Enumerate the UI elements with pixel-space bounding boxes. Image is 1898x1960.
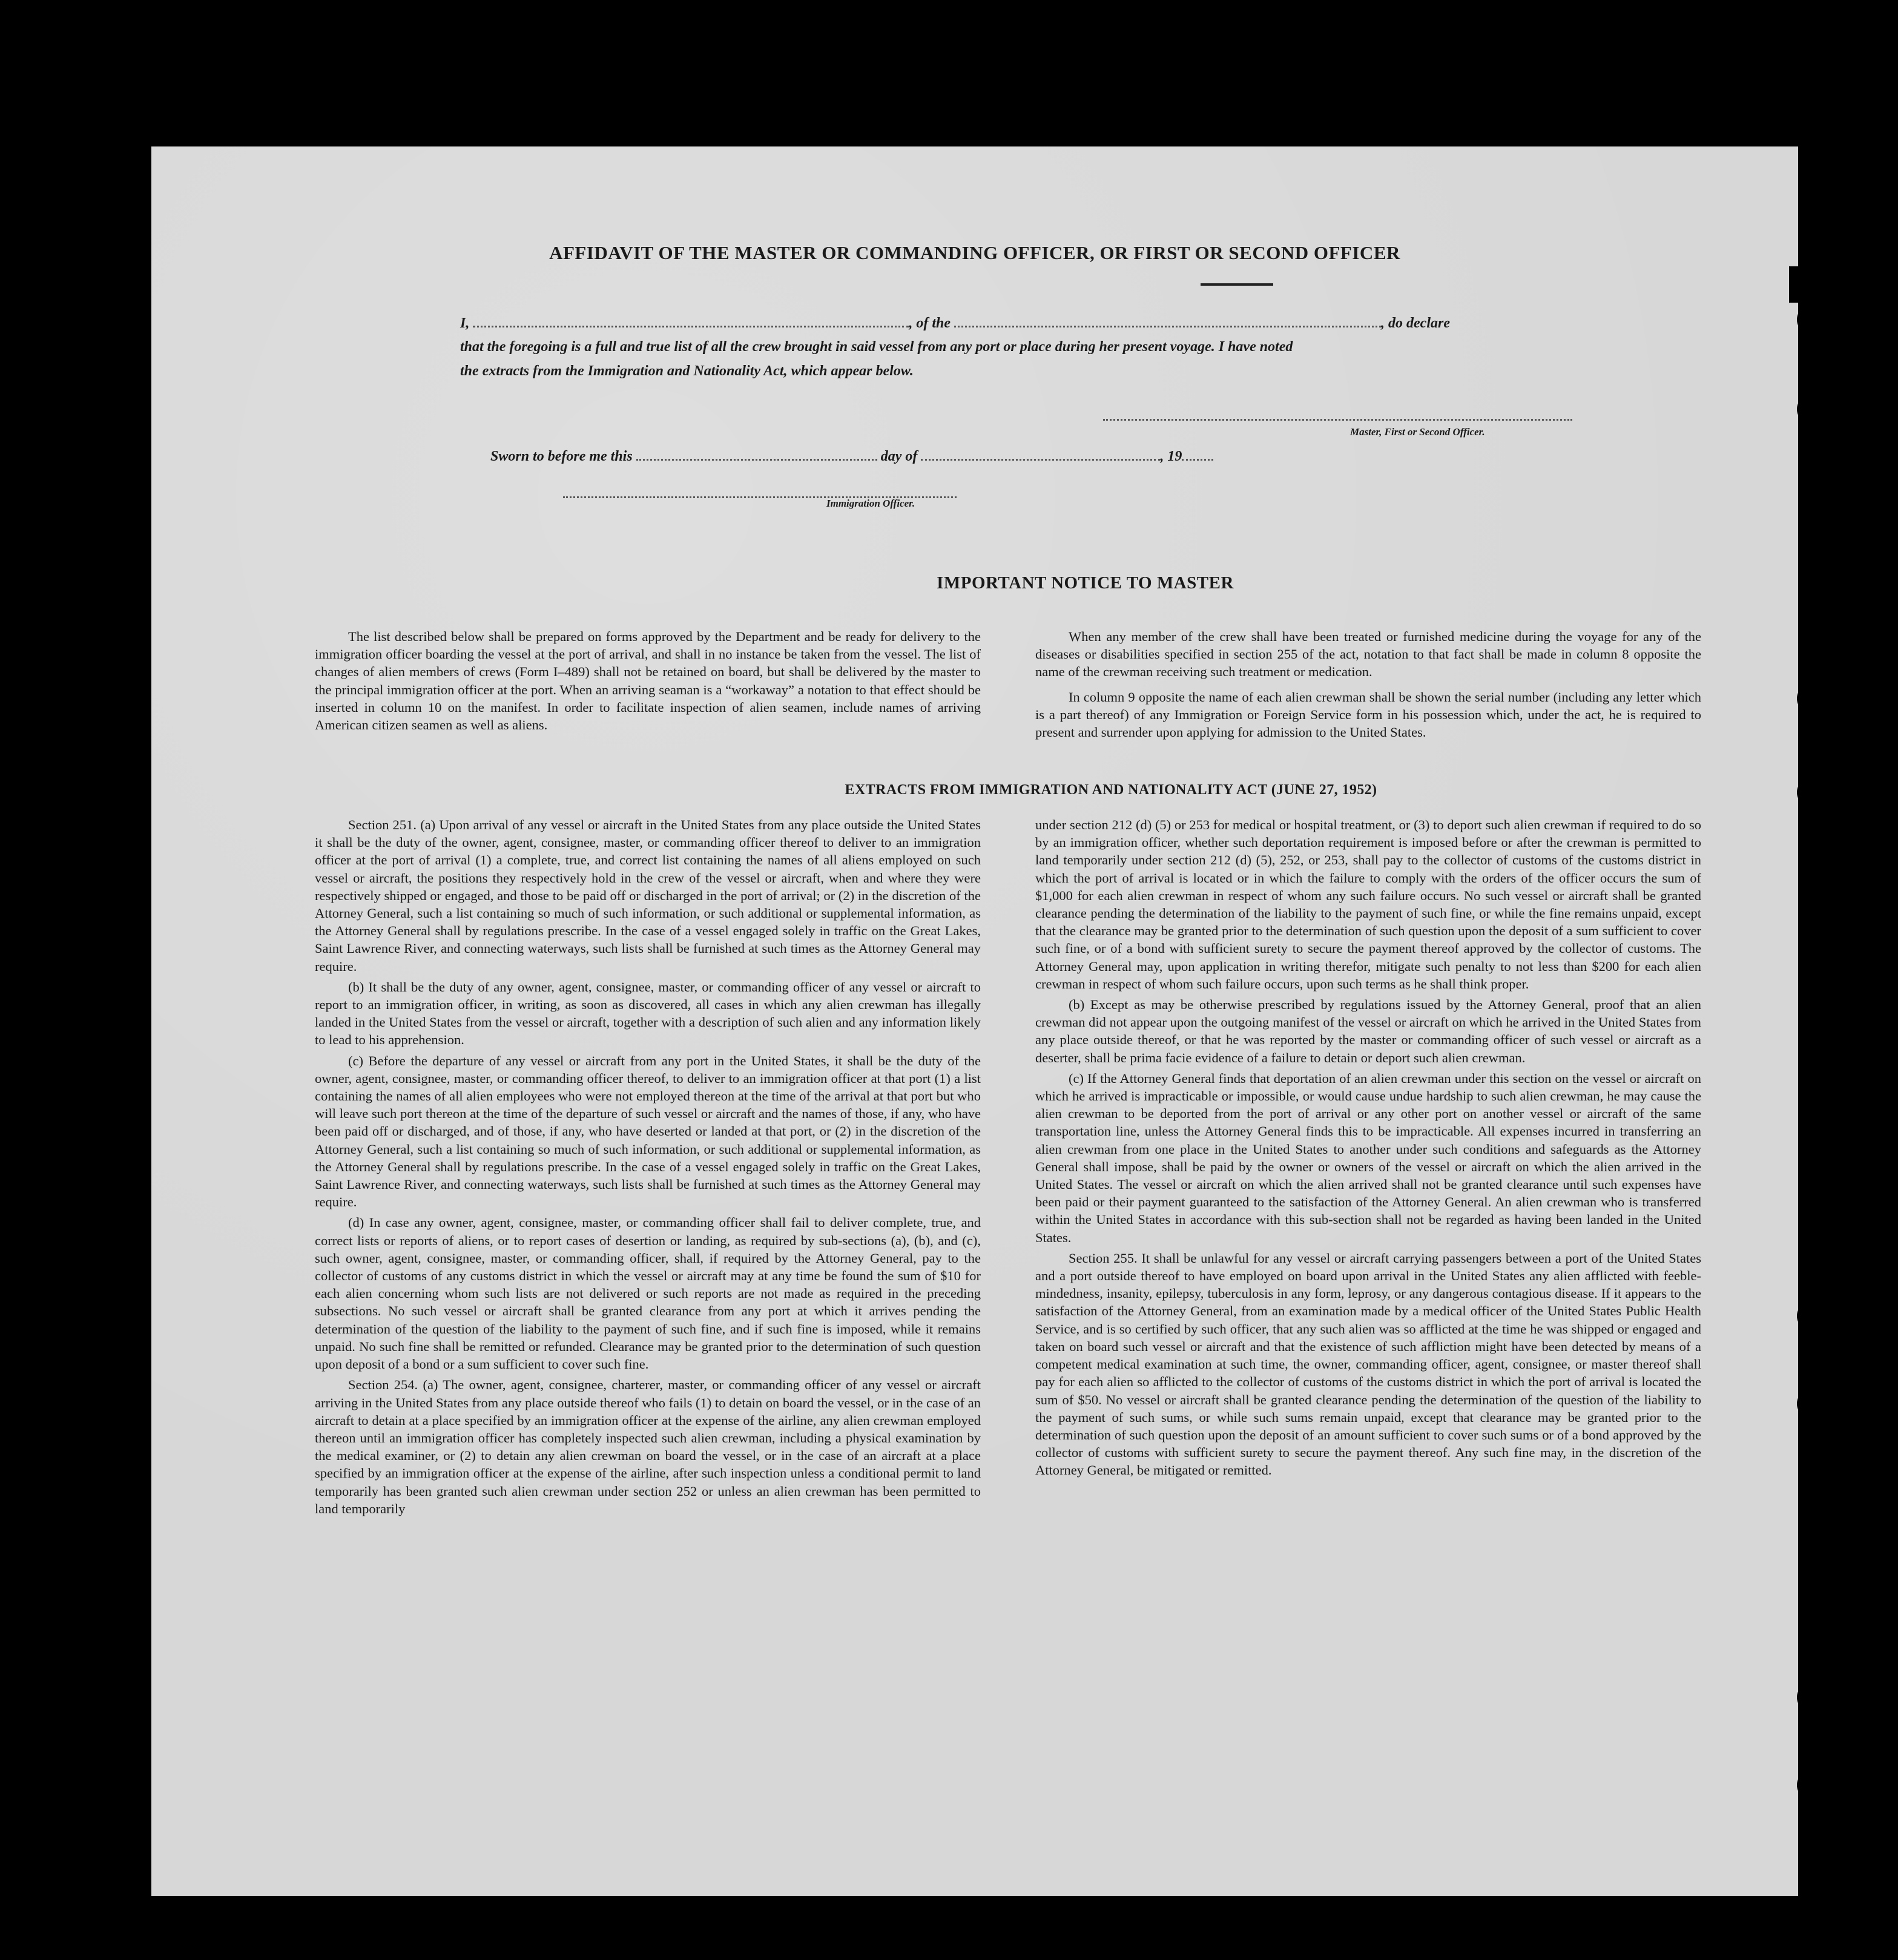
sworn-before-label: Sworn to before me this — [490, 449, 633, 464]
title-divider — [1201, 283, 1273, 286]
extract-paragraph: (b) Except as may be otherwise prescribed by regulations issued by the Attorney General, proof that an alien crewman did not appear upon the outgoing manifest of the vessel or aircraft on which he arrived in the United States from any place outside thereof, or that he was reported by the master or commanding officer of such vessel or aircraft as a deserter, shall be prima facie evidence of a failure to detain or deport such alien crewman. — [1035, 997, 1701, 1065]
extract-paragraph: Section 251. (a) Upon arrival of any vessel or aircraft in the United States from any place outside the United States it shall be the duty of the owner, agent, consignee, master, or commanding officer thereof to deliver to an immigration officer at the port of arrival (1) a complete, true, and correct list containing the names of all aliens employed on such vessel or aircraft, the positions they respectively hold in the crew of the vessel or aircraft, when and where they were respectively shipped or engaged, and those to be paid off or discharged in the port of arrival; or (2) in the discretion of the Attorney General, such a list containing so much of such information, or such additional or supplemental information, as the Attorney General shall by regulations prescribe. In the case of a vessel engaged solely in traffic on the Great Lakes, Saint Lawrence River, and connecting waterways, such lists shall be furnished at such times as the Attorney General may require. — [315, 817, 981, 974]
binder-hole — [1797, 1301, 1826, 1330]
extracts-right-column — [1035, 816, 1701, 1479]
immigration-officer-signature-line — [563, 484, 957, 498]
declaration-line-1 — [460, 314, 1568, 332]
sworn-day-blank — [636, 447, 877, 461]
declaration-line-2: that the foregoing is a full and true list of all the crew brought in said vessel from any port or place during her present voyage. I have noted — [460, 339, 1293, 355]
year-blank — [1182, 447, 1213, 461]
binder-hole — [1797, 305, 1826, 334]
binder-hole — [1797, 1389, 1826, 1418]
sworn-month-blank — [921, 447, 1160, 461]
document-page — [151, 146, 1798, 1896]
notice-right-column — [1035, 628, 1701, 741]
binder-hole — [1797, 1683, 1826, 1712]
declaration-line-3: the extracts from the Immigration and Nationality Act, which appear below. — [460, 363, 914, 379]
binder-hole — [1797, 395, 1826, 424]
affidavit-title: AFFIDAVIT OF THE MASTER OR COMMANDING OFFICER, OR FIRST OR SECOND OFFICER — [549, 242, 1400, 263]
extract-paragraph: (c) If the Attorney General finds that deportation of an alien crewman under this section on the vessel or aircraft on which he arrived is impracticable or impossible, or would cause undue hardship to such alien crewman, he may cause the alien crewman to be deported from the port of arrival or any other port on another vessel or aircraft of the same transportation line, unless the Attorney General finds this to be impracticable. All expenses incurred in transferring an alien crewman from one place in the United States to another under such conditions and safeguards as the Attorney General shall impose, shall be paid by the owner or owners of the vessel or aircraft on which the alien arrived in the United States. The vessel or aircraft on which the alien arrived shall not be granted clearance until such expenses have been paid or their payment guaranteed to the satisfaction of the Attorney General. An alien crewman who is transferred within the United States in accordance with this sub-section shall not be regarded as having been landed in the United States. — [1035, 1070, 1701, 1245]
sworn-line — [490, 447, 1399, 465]
extracts-left-column — [315, 816, 981, 1518]
day-of-label: day of — [880, 449, 918, 464]
extract-paragraph: Section 255. It shall be unlawful for any vessel or aircraft carrying passengers between a port of the United States and a port outside thereof to have employed on board upon arrival in the United States any alien afflicted with feeble-mindedness, insanity, epilepsy, tuberculosis in any form, leprosy, or any dangerous contagious disease. If it appears to the satisfaction of the Attorney General, from an examination made by a medical officer of the United States Public Health Service, and is so certified by such officer, that any such alien was so afflicted at the time he was shipped or engaged and taken on board such vessel or aircraft and that the existence of such affliction might have been detected by means of a competent medical examination at such time, the owner, commanding officer, agent, consignee, or master thereof shall pay for each alien so afflicted to the collector of customs of the customs district in which the port of arrival is located the sum of $50. No vessel or aircraft shall be granted clearance pending the determination of the question of the liability to the payment of such sums, or while such sums remain unpaid, except that clearance may be granted prior to the determination of such question upon the deposit of an amount sufficient to cover such sums or of a bond approved by the collector of customs with sufficient surety to secure the payment thereof. Any such fine may, in the discretion of the Attorney General, be mitigated or remitted. — [1035, 1250, 1701, 1478]
master-signature-label: Master, First or Second Officer. — [1350, 426, 1485, 438]
master-signature-line — [1103, 407, 1572, 421]
extract-paragraph: (d) In case any owner, agent, consignee, master, or commanding officer shall fail to deliver complete, true, and correct lists or reports of aliens, or to report cases of desertion or landing, as required by sub-sections (a), (b), and (c), such owner, agent, consignee, master, or commanding officer, shall, if required by the Attorney General, pay to the collector of customs of any customs district in which the vessel or aircraft may at any time be found the sum of $10 for each alien concerning whom such lists are not delivered or such reports are not made as required in the preceding subsections. No such vessel or aircraft shall be granted clearance from any port at which it arrives pending the determination of the question of the liability to the payment of such fine, and if such fine is imposed, while it remains unpaid. No such fine shall be remitted or refunded. Clearance may be granted prior to the determination of such question upon deposit of a bond or a sum sufficient to cover such fine. — [315, 1215, 981, 1372]
extract-paragraph: Section 254. (a) The owner, agent, consignee, charterer, master, or commanding officer of any vessel or aircraft arriving in the United States from any place outside thereof who fails (1) to detain on board the vessel, or in the case of an aircraft to detain at a place specified by an immigration officer at the expense of the airline, any alien crewman employed thereon until an immigration officer has completely inspected such alien crewman, including a physical examination by the medical examiner, or (2) to detain any alien crewman on board the vessel, or in the case of an aircraft at a place specified by an immigration officer at the expense of the airline, after such inspection unless a conditional permit to land temporarily has been granted such alien crewman under section 252 or unless an alien crewman has been permitted to land temporarily — [315, 1377, 981, 1516]
declaration-i: I, — [460, 315, 470, 331]
notice-title: IMPORTANT NOTICE TO MASTER — [937, 573, 1234, 593]
extracts-title: EXTRACTS FROM IMMIGRATION AND NATIONALITY ACT (JUNE 27, 1952) — [845, 782, 1377, 798]
binder-tab — [1801, 176, 1837, 218]
binder-tab — [1789, 266, 1825, 303]
extract-paragraph: (b) It shall be the duty of any owner, agent, consignee, master, or commanding officer of any vessel or aircraft to report to an immigration officer, in writing, as soon as discovered, all cases in which any alien crewman has illegally landed in the United States from the vessel or aircraft, together with a description of such alien and any information likely to lead to his apprehension. — [315, 979, 981, 1048]
notice-left-column — [315, 628, 981, 734]
name-blank — [473, 314, 909, 327]
notice-paragraph: When any member of the crew shall have been treated or furnished medicine during the voyage for any of the diseases or disabilities specified in section 255 of the act, notation to that fact shall be made in column 8 opposite the name of the crewman receiving such treatment or medication. — [1035, 629, 1701, 680]
notice-paragraph: In column 9 opposite the name of each alien crewman shall be shown the serial number (including any letter which is a part thereof) of any Immigration or Foreign Service form in his possession which, under the act, he is required to present and surrender upon applying for admission to the United States. — [1035, 689, 1701, 740]
extract-paragraph: under section 212 (d) (5) or 253 for medical or hospital treatment, or (3) to deport such alien crewman if required to do so by an immigration officer, whether such deportation requirement is imposed before or after the crewman is permitted to land temporarily under section 212 (d) (5), 252, or 253, shall pay to the collector of customs of the customs district in which the port of arrival is located or in which the failure to comply with the orders of the officer occurs the sum of $1,000 for each alien crewman in respect of whom any such failure occurs. No such vessel or aircraft shall be granted clearance pending the determination of the liability to the payment of such fine, or while the fine remains unpaid, except that the clearance may be granted prior to the determination of such question upon the deposit of a sum sufficient to cover such fine, or of a bond with sufficient surety to secure the payment thereof approved by the collector of customs. The Attorney General may, upon application in writing therefor, mitigate such penalty to not less than $200 for each alien crewman in respect of whom such failure occurs, upon such terms as he shall think proper. — [1035, 817, 1701, 992]
notice-paragraph: The list described below shall be prepared on forms approved by the Department and be ready for delivery to the immigration officer boarding the vessel at the port of arrival, and shall in no instance be taken from the vessel. The list of changes of alien members of crews (Form I–489) shall not be retained on board, but shall be delivered by the master to the principal immigration officer at the port. When an arriving seaman is a “workaway” a notation to that effect should be inserted in column 10 on the manifest. In order to facilitate inspection of alien seamen, include names of arriving American citizen seamen as well as aliens. — [315, 629, 981, 733]
extract-paragraph: (c) Before the departure of any vessel or aircraft from any port in the United States, it shall be the duty of the owner, agent, consignee, master, or commanding officer thereof, to deliver to an immigration officer at that port (1) a list containing the names of all alien employees who were not employed thereon at the time of the arrival at that port but who will leave such port thereon at the time of the departure of such vessel or aircraft and the names of those, if any, who have been paid off or discharged, and of those, if any, who have deserted or landed at that port, or (2) in the discretion of the Attorney General, such a list containing so much of such information, or such additional or supplemental information, as the Attorney General shall by regulations prescribe. In the case of a vessel engaged solely in traffic on the Great Lakes, Saint Lawrence River, and connecting waterways, such lists shall be furnished at such times as the Attorney General may require. — [315, 1053, 981, 1210]
declaration-do-declare: , do declare — [1381, 315, 1450, 331]
binder-hole — [1797, 778, 1826, 807]
immigration-officer-label: Immigration Officer. — [826, 498, 915, 509]
vessel-blank — [954, 314, 1381, 327]
binder-hole — [1797, 1771, 1826, 1800]
binder-hole — [1797, 684, 1826, 713]
year-prefix: , 19 — [1160, 449, 1182, 464]
declaration-of-the: , of the — [909, 315, 951, 331]
